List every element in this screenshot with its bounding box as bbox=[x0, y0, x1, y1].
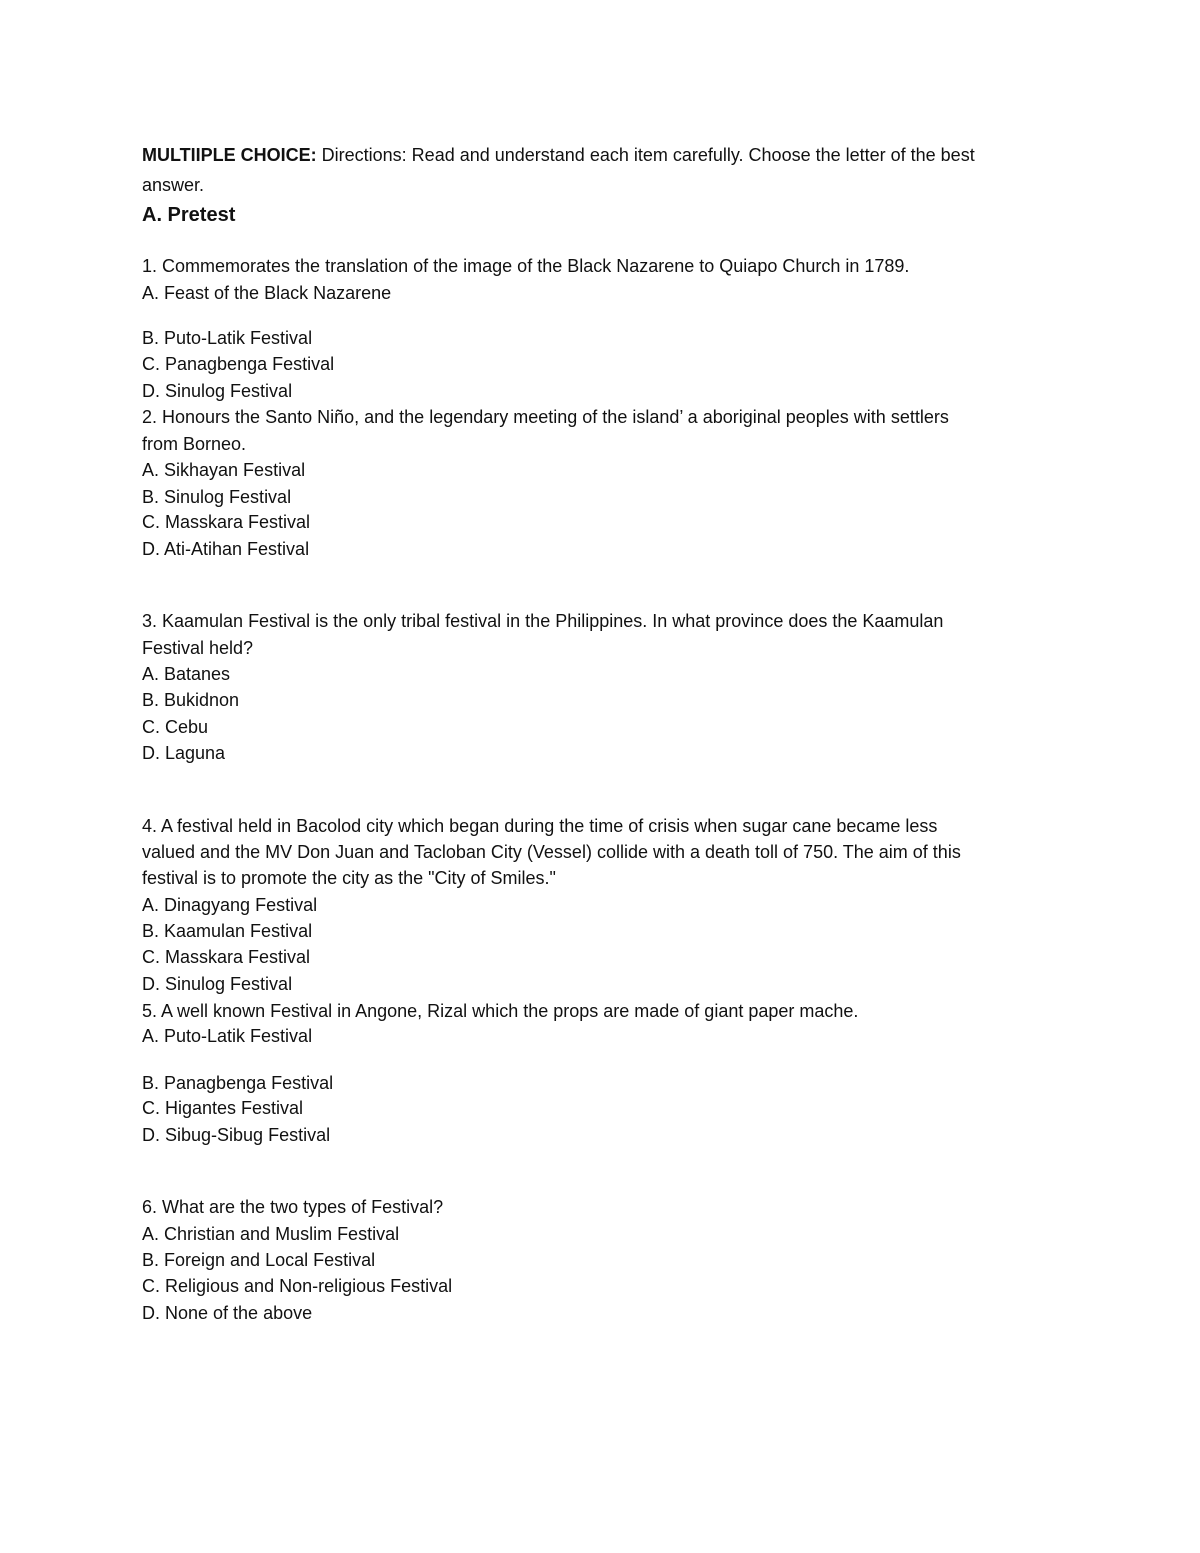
question-4-option-d: D. Sinulog Festival bbox=[142, 974, 293, 994]
question-5-option-c: C. Higantes Festival bbox=[142, 1098, 304, 1118]
question-5-text: 5. A well known Festival in Angone, Rizal which the props are made of giant paper mache. bbox=[142, 1001, 859, 1021]
directions-line bbox=[142, 143, 975, 167]
question-6-option-b: B. Foreign and Local Festival bbox=[142, 1250, 376, 1270]
question-3-option-a: A. Batanes bbox=[142, 664, 231, 684]
question-5-option-a: A. Puto-Latik Festival bbox=[142, 1026, 313, 1046]
question-6-text: 6. What are the two types of Festival? bbox=[142, 1197, 444, 1217]
question-6-option-a: A. Christian and Muslim Festival bbox=[142, 1224, 400, 1244]
multiple-choice-label: MULTIIPLE CHOICE: bbox=[142, 145, 317, 165]
question-4-option-a: A. Dinagyang Festival bbox=[142, 895, 318, 915]
question-2-option-c: C. Masskara Festival bbox=[142, 512, 311, 532]
question-3-option-c: C. Cebu bbox=[142, 717, 209, 737]
directions-text: Directions: Read and understand each item carefully. Choose the letter of the best bbox=[316, 145, 975, 165]
question-2-text-continued: from Borneo. bbox=[142, 434, 247, 454]
question-4-text: 4. A festival held in Bacolod city which began during the time of crisis when sugar cane became less bbox=[142, 816, 938, 836]
question-2-option-a: A. Sikhayan Festival bbox=[142, 460, 306, 480]
question-5-option-d: D. Sibug-Sibug Festival bbox=[142, 1125, 331, 1145]
question-3-option-d: D. Laguna bbox=[142, 743, 226, 763]
question-6-option-c: C. Religious and Non-religious Festival bbox=[142, 1276, 453, 1296]
question-2-text: 2. Honours the Santo Niño, and the legendary meeting of the island’ a aboriginal peoples with settlers bbox=[142, 407, 949, 427]
question-4-text-continued: valued and the MV Don Juan and Tacloban City (Vessel) collide with a death toll of 750. The aim of this bbox=[142, 842, 961, 862]
question-1-option-c: C. Panagbenga Festival bbox=[142, 354, 335, 374]
question-1-text: 1. Commemorates the translation of the image of the Black Nazarene to Quiapo Church in 1789. bbox=[142, 256, 910, 276]
question-2-option-d: D. Ati-Atihan Festival bbox=[142, 539, 310, 559]
question-5-option-b: B. Panagbenga Festival bbox=[142, 1073, 334, 1093]
question-4-option-b: B. Kaamulan Festival bbox=[142, 921, 313, 941]
question-1-option-b: B. Puto-Latik Festival bbox=[142, 328, 313, 348]
question-3-option-b: B. Bukidnon bbox=[142, 690, 240, 710]
question-1-option-d: D. Sinulog Festival bbox=[142, 381, 293, 401]
question-1-option-a: A. Feast of the Black Nazarene bbox=[142, 283, 392, 303]
question-2-option-b: B. Sinulog Festival bbox=[142, 487, 292, 507]
question-4-text-continued: festival is to promote the city as the "City of Smiles." bbox=[142, 868, 556, 888]
question-4-option-c: C. Masskara Festival bbox=[142, 947, 311, 967]
question-3-text: 3. Kaamulan Festival is the only tribal festival in the Philippines. In what province does the Kaamulan bbox=[142, 611, 944, 631]
question-6-option-d: D. None of the above bbox=[142, 1303, 313, 1323]
directions-line-continued: answer. bbox=[142, 175, 205, 195]
question-3-text-continued: Festival held? bbox=[142, 638, 254, 658]
section-title: A. Pretest bbox=[142, 204, 236, 226]
